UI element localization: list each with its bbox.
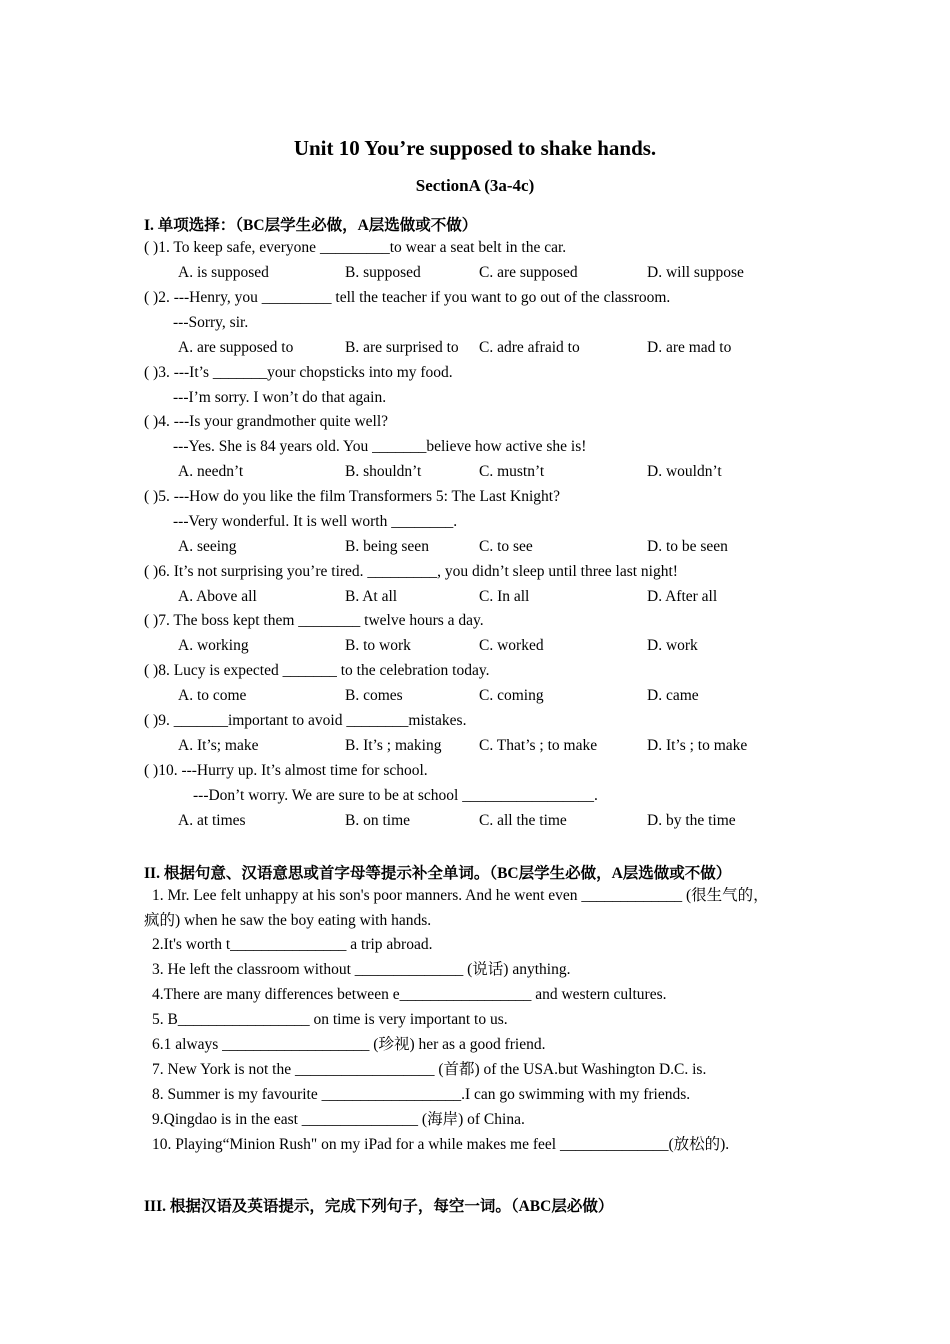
fill-item: 2.It's worth t_______________ a trip abroad. [152, 936, 433, 953]
option-d: D. came [647, 687, 699, 704]
question-line: ( )5. ---How do you like the film Transformers 5: The Last Knight? [144, 488, 560, 505]
fill-item: 6.1 always ___________________ (珍视) her as a good friend. [152, 1036, 546, 1053]
option-b: B. on time [345, 812, 411, 829]
option-b: B. are surprised to [345, 339, 459, 356]
option-d: D. After all [647, 588, 718, 605]
section-1-heading: I. 单项选择：（BC层学生必做，A层选做或不做） [144, 217, 478, 234]
option-b: B. It’s ; making [345, 737, 442, 754]
fill-item: 7. New York is not the __________________ (首都) of the USA.but Washington D.C. is. [152, 1061, 707, 1078]
option-d: D. are mad to [647, 339, 732, 356]
option-c: C. are supposed [479, 264, 578, 281]
question-line: ( )3. ---It’s _______your chopsticks into my food. [144, 364, 453, 381]
fill-item: 3. He left the classroom without ______________ (说话) anything. [152, 961, 571, 978]
question-line: ---Very wonderful. It is well worth ________. [173, 513, 458, 530]
fill-item: 8. Summer is my favourite __________________.I can go swimming with my friends. [152, 1086, 691, 1103]
question-line: ( )10. ---Hurry up. It’s almost time for school. [144, 762, 428, 779]
page-title: Unit 10 You’re supposed to shake hands. [293, 136, 657, 160]
question-line: ( )7. The boss kept them ________ twelve hours a day. [144, 612, 484, 629]
fill-item: 10. Playing“Minion Rush" on my iPad for a while makes me feel ______________(放松的). [152, 1136, 730, 1153]
option-d: D. to be seen [647, 538, 728, 555]
option-d: D. will suppose [647, 264, 744, 281]
option-c: C. worked [479, 637, 544, 654]
section-3-heading: III. 根据汉语及英语提示，完成下列句子，每空一词。（ABC层必做） [144, 1198, 614, 1215]
option-a: A. working [178, 637, 249, 654]
option-a: A. needn’t [178, 463, 244, 480]
section-2-heading: II. 根据句意、汉语意思或首字母等提示补全单词。（BC层学生必做，A层选做或不做） [144, 865, 732, 882]
option-b: B. supposed [345, 264, 421, 281]
question-line: ( )6. It’s not surprising you’re tired. _________, you didn’t sleep until three last night! [144, 563, 678, 580]
question-line: ( )4. ---Is your grandmother quite well? [144, 413, 389, 430]
question-line: ---Yes. She is 84 years old. You _______believe how active she is! [173, 438, 587, 455]
question-line: ( )8. Lucy is expected _______ to the celebration today. [144, 662, 490, 679]
option-c: C. all the time [479, 812, 567, 829]
option-c: C. That’s ; to make [479, 737, 598, 754]
option-c: C. mustn’t [479, 463, 545, 480]
question-line: ( )9. _______important to avoid ________mistakes. [144, 712, 467, 729]
option-b: B. comes [345, 687, 403, 704]
option-c: C. coming [479, 687, 544, 704]
option-c: C. In all [479, 588, 530, 605]
option-a: A. is supposed [178, 264, 269, 281]
question-line: ( )2. ---Henry, you _________ tell the teacher if you want to go out of the classroom. [144, 289, 671, 306]
option-b: B. being seen [345, 538, 429, 555]
option-a: A. at times [178, 812, 246, 829]
question-line: ( )1. To keep safe, everyone _________to wear a seat belt in the car. [144, 239, 567, 256]
option-a: A. are supposed to [178, 339, 294, 356]
fill-item: 疯的) when he saw the boy eating with hands. [144, 912, 432, 929]
fill-item: 4.There are many differences between e_________________ and western cultures. [152, 986, 667, 1003]
option-d: D. by the time [647, 812, 736, 829]
option-c: C. adre afraid to [479, 339, 580, 356]
option-b: B. shouldn’t [345, 463, 422, 480]
page-subtitle: SectionA (3a-4c) [415, 176, 535, 195]
question-line: ---Don’t worry. We are sure to be at school _________________. [193, 787, 598, 804]
fill-item: 1. Mr. Lee felt unhappy at his son's poor manners. And he went even _____________ (很生气的， [152, 887, 769, 904]
option-a: A. to come [178, 687, 247, 704]
option-b: B. At all [345, 588, 398, 605]
option-a: A. Above all [178, 588, 257, 605]
option-d: D. wouldn’t [647, 463, 722, 480]
option-d: D. work [647, 637, 698, 654]
question-line: ---I’m sorry. I won’t do that again. [173, 389, 387, 406]
option-a: A. It’s; make [178, 737, 259, 754]
option-b: B. to work [345, 637, 411, 654]
question-line: ---Sorry, sir. [173, 314, 249, 331]
fill-item: 9.Qingdao is in the east _______________ (海岸) of China. [152, 1111, 525, 1128]
option-c: C. to see [479, 538, 533, 555]
option-a: A. seeing [178, 538, 237, 555]
fill-item: 5. B_________________ on time is very important to us. [152, 1011, 508, 1028]
option-d: D. It’s ; to make [647, 737, 748, 754]
